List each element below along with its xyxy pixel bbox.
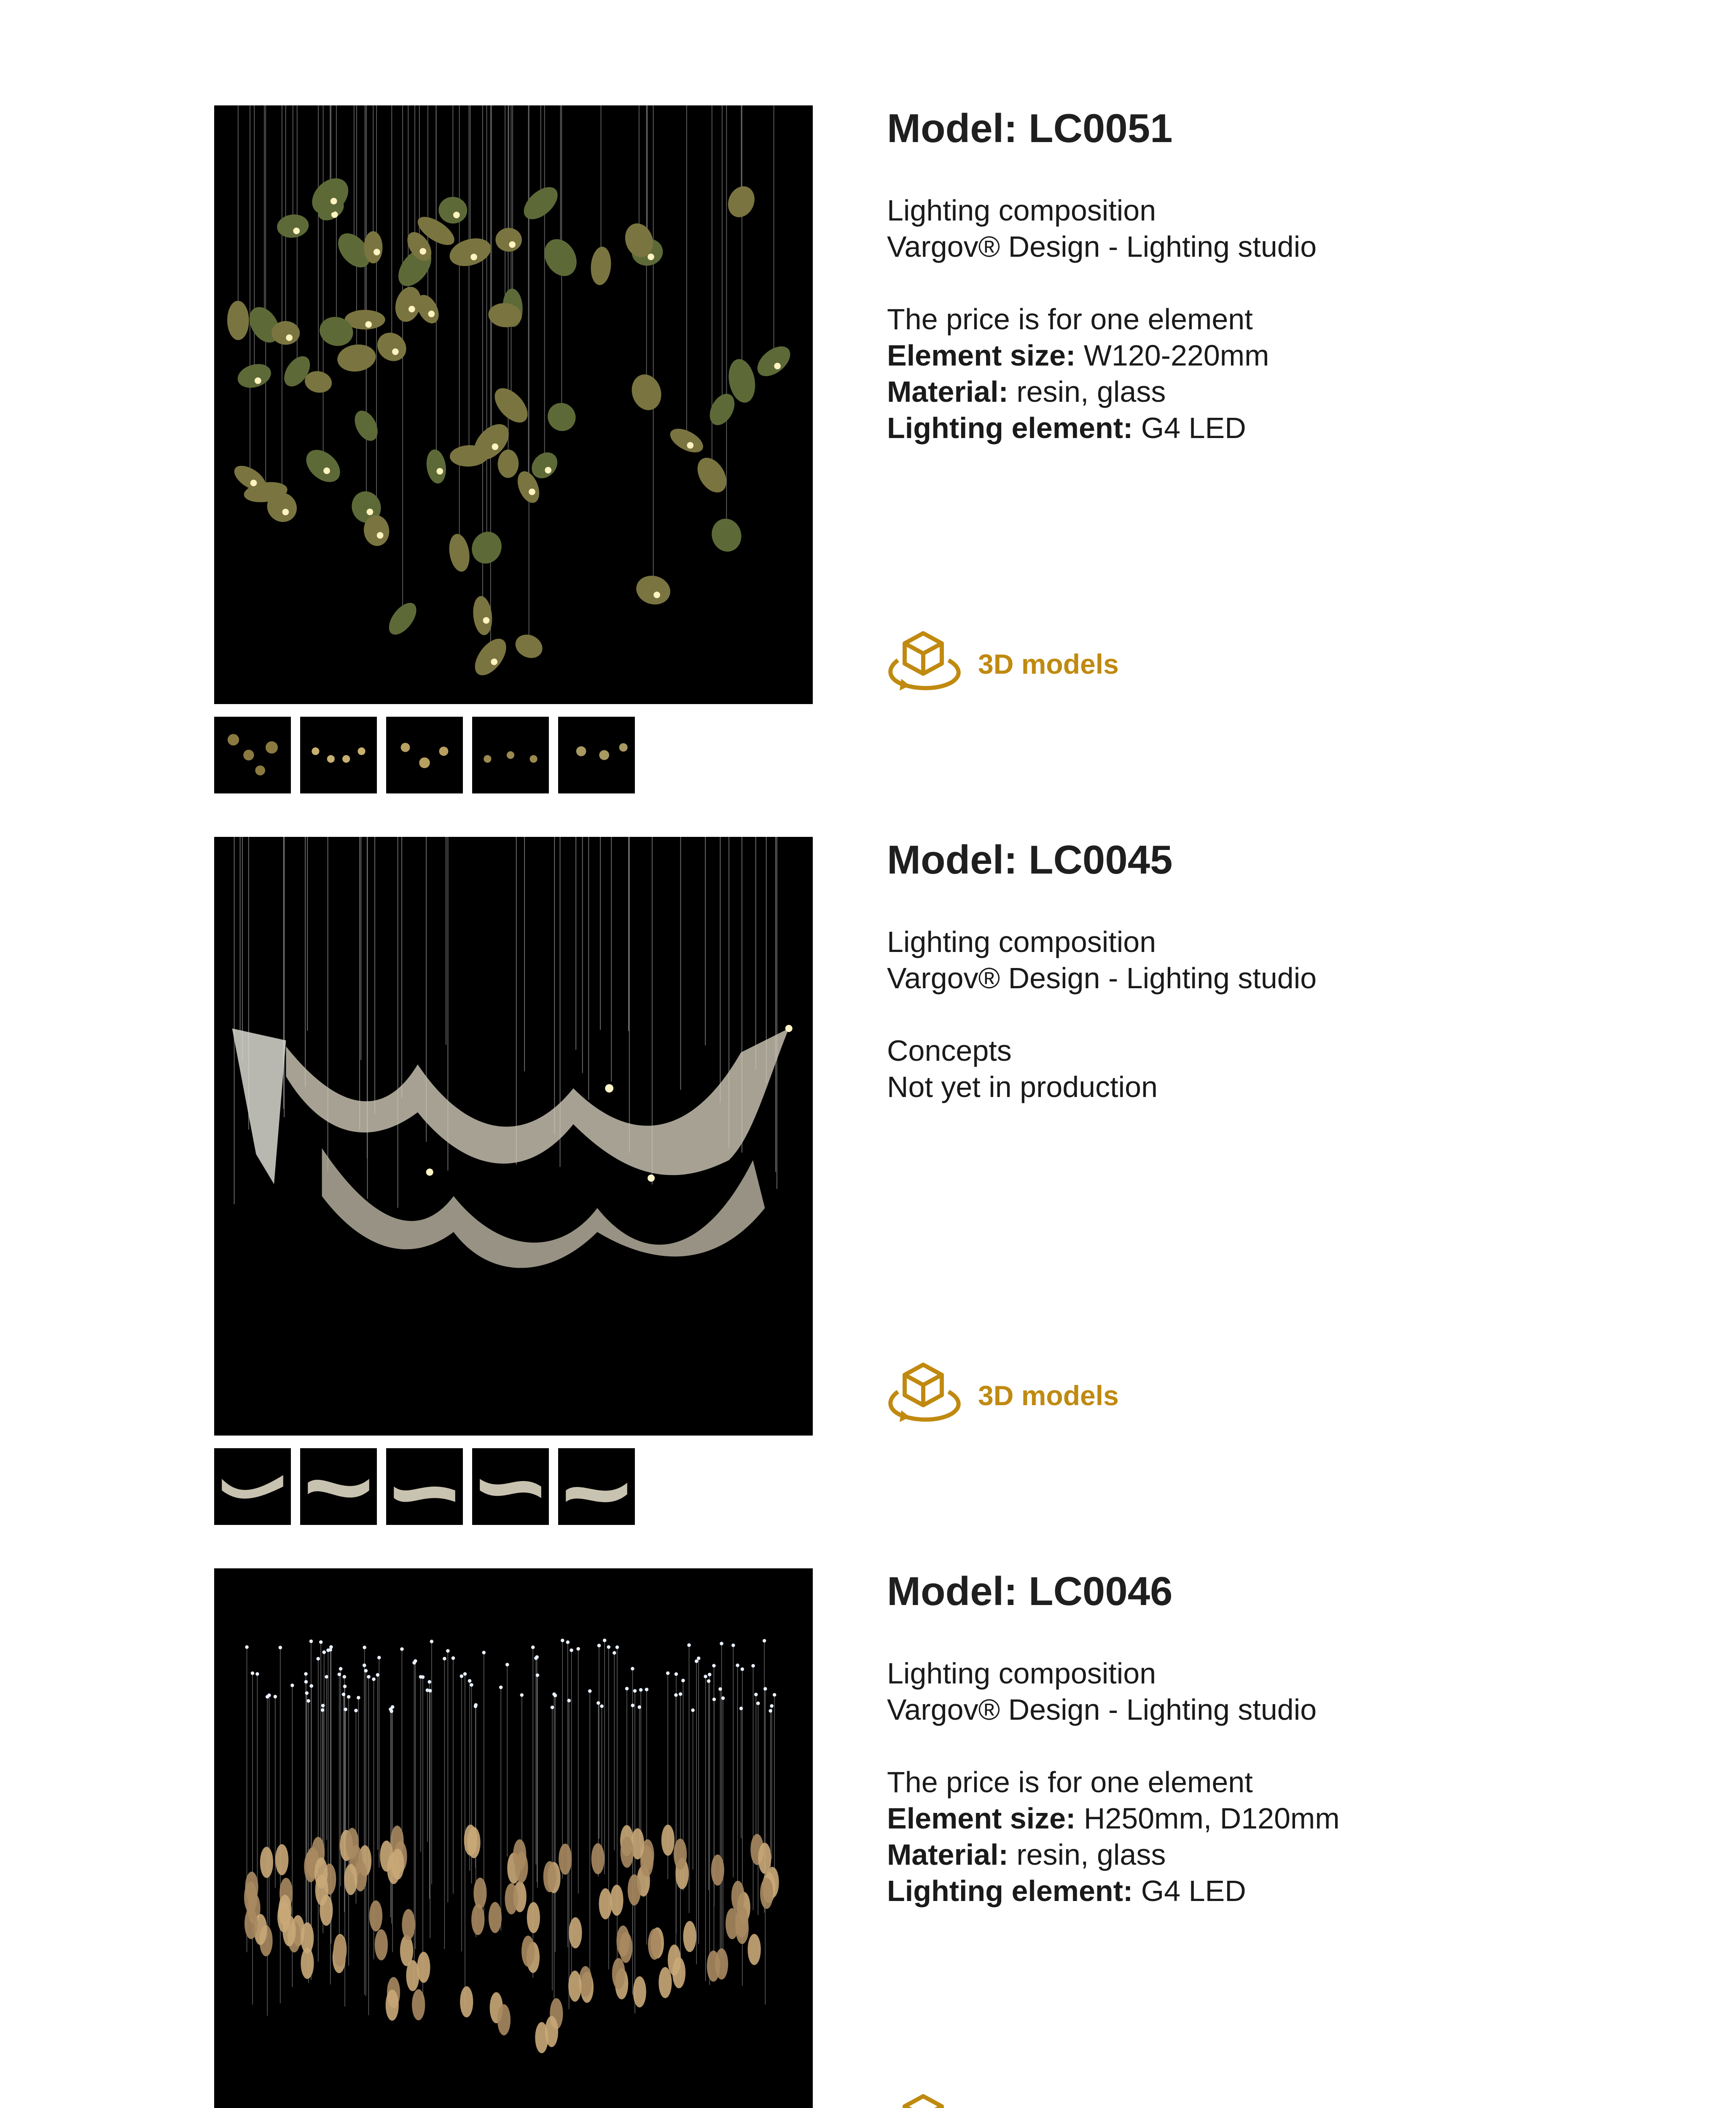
detail-line: Not yet in production (887, 1070, 1158, 1104)
product-info (887, 105, 1646, 446)
product-lc0045 (0, 837, 1736, 1528)
product-info (887, 1568, 1646, 1909)
detail-line: Element size: H250mm, D120mm (887, 1802, 1340, 1835)
thumbnail[interactable] (300, 717, 377, 793)
thumbnail[interactable] (300, 1448, 377, 1525)
3d-cube-rotate-icon (881, 1360, 965, 1431)
thumbnail-strip (214, 717, 635, 793)
model-title: Model: LC0045 (887, 837, 1173, 882)
fabric-wave-chandelier-image[interactable] (214, 837, 813, 1436)
detail-line: Element size: W120-220mm (887, 339, 1269, 372)
detail-line: Vargov® Design - Lighting studio (887, 230, 1317, 264)
product-lc0046 (0, 1568, 1736, 2108)
thumbnail[interactable] (558, 1448, 635, 1525)
glass-drop-chandelier-art (214, 1568, 813, 2108)
thumbnail[interactable] (386, 717, 463, 793)
thumbnail[interactable] (472, 1448, 549, 1525)
thumbnail[interactable] (214, 1448, 291, 1525)
leaf-chandelier-image[interactable] (214, 105, 813, 704)
3d-models-link[interactable] (881, 1360, 1119, 1431)
product-details (887, 192, 1646, 446)
3d-models-link[interactable] (881, 2091, 1119, 2108)
3d-cube-rotate-icon (881, 628, 965, 700)
detail-line: The price is for one element (887, 303, 1253, 336)
3d-models-label: 3D models (978, 1380, 1119, 1411)
detail-line: Vargov® Design - Lighting studio (887, 1693, 1317, 1726)
thumbnail[interactable] (472, 717, 549, 793)
product-info (887, 837, 1646, 1105)
product-lc0051 (0, 105, 1736, 797)
product-details (887, 924, 1646, 1105)
thumbnail[interactable] (558, 717, 635, 793)
product-details (887, 1655, 1646, 1909)
3d-models-link[interactable] (881, 628, 1119, 700)
thumbnail-strip (214, 1448, 635, 1525)
glass-drop-chandelier-image[interactable] (214, 1568, 813, 2108)
model-title: Model: LC0051 (887, 106, 1173, 151)
detail-line: Material: resin, glass (887, 375, 1166, 409)
detail-line: Lighting composition (887, 194, 1156, 227)
detail-line: Lighting element: G4 LED (887, 411, 1246, 445)
3d-models-label: 3D models (978, 648, 1119, 680)
detail-line: Vargov® Design - Lighting studio (887, 962, 1317, 995)
model-title: Model: LC0046 (887, 1569, 1173, 1614)
detail-line: The price is for one element (887, 1766, 1253, 1799)
thumbnail[interactable] (214, 717, 291, 793)
3d-cube-rotate-icon (881, 2091, 965, 2108)
fabric-wave-chandelier-art (214, 837, 813, 1436)
leaf-chandelier-art (214, 105, 813, 704)
detail-line: Concepts (887, 1034, 1012, 1067)
detail-line: Lighting composition (887, 1657, 1156, 1690)
detail-line: Lighting element: G4 LED (887, 1874, 1246, 1908)
detail-line: Lighting composition (887, 925, 1156, 959)
thumbnail[interactable] (386, 1448, 463, 1525)
detail-line: Material: resin, glass (887, 1838, 1166, 1871)
